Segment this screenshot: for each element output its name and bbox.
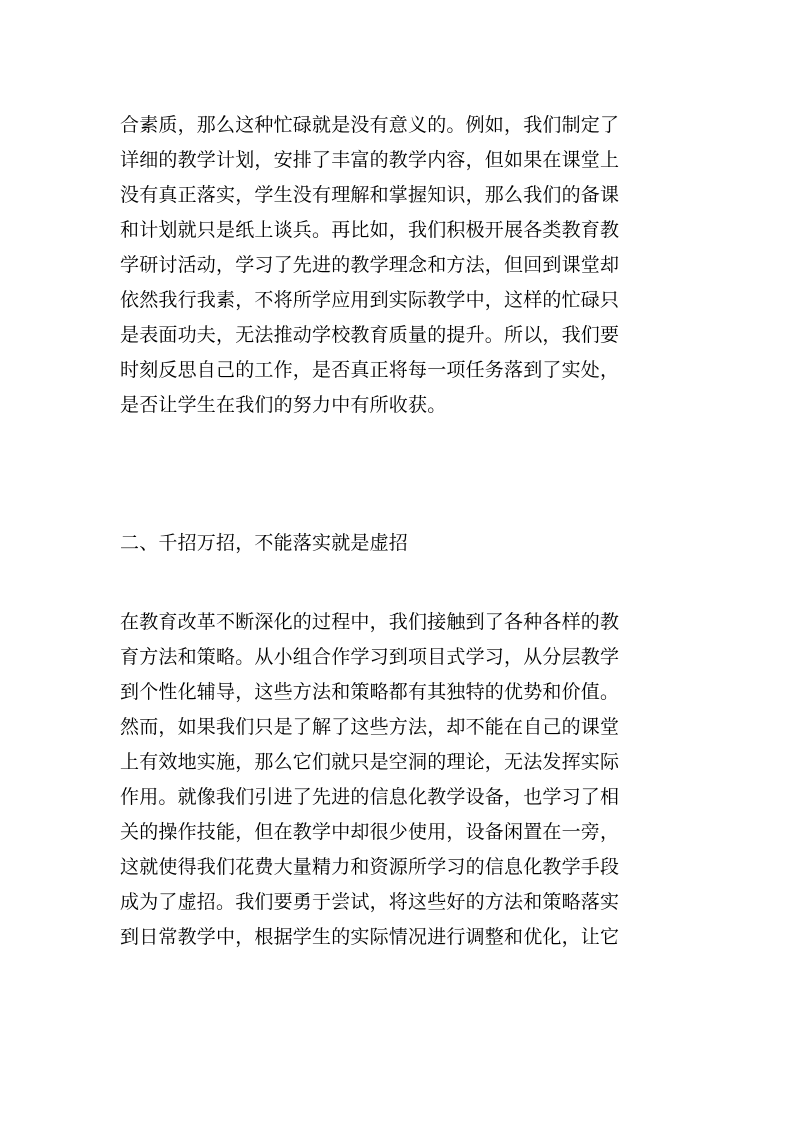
text-line: 和计划就只是纸上谈兵。再比如，我们积极开展各类教育教 [120,219,620,241]
text-line: 上有效地实施，那么它们就只是空洞的理论，无法发挥实际 [120,751,620,773]
section-heading [120,526,680,561]
section-heading-text: 二、千招万招，不能落实就是虚招 [120,532,409,554]
text-line: 这就使得我们花费大量精力和资源所学习的信息化教学手段 [120,856,620,878]
text-line: 是否让学生在我们的努力中有所收获。 [120,394,447,416]
text-line: 时刻反思自己的工作，是否真正将每一项任务落到了实处， [120,359,620,381]
text-line: 是表面功夫，无法推动学校教育质量的提升。所以，我们要 [120,324,620,346]
text-line: 作用。就像我们引进了先进的信息化教学设备，也学习了相 [120,786,620,808]
text-line: 学研讨活动，学习了先进的教学理念和方法，但回到课堂却 [120,254,620,276]
paragraph-2 [120,605,680,955]
text-line: 育方法和策略。从小组合作学习到项目式学习，从分层教学 [120,646,620,668]
text-line: 没有真正落实，学生没有理解和掌握知识，那么我们的备课 [120,184,620,206]
text-line: 然而，如果我们只是了解了这些方法，却不能在自己的课堂 [120,716,620,738]
paragraph-1 [120,108,680,423]
text-line: 依然我行我素，不将所学应用到实际教学中，这样的忙碌只 [120,289,620,311]
text-line: 合素质，那么这种忙碌就是没有意义的。例如，我们制定了 [120,114,620,136]
text-line: 详细的教学计划，安排了丰富的教学内容，但如果在课堂上 [120,149,620,171]
text-line: 在教育改革不断深化的过程中，我们接触到了各种各样的教 [120,611,620,633]
text-line: 成为了虚招。我们要勇于尝试，将这些好的方法和策略落实 [120,891,620,913]
text-line: 到个性化辅导，这些方法和策略都有其独特的优势和价值。 [120,681,620,703]
text-line: 到日常教学中，根据学生的实际情况进行调整和优化，让它 [120,926,620,948]
text-line: 关的操作技能，但在教学中却很少使用，设备闲置在一旁， [120,821,620,843]
